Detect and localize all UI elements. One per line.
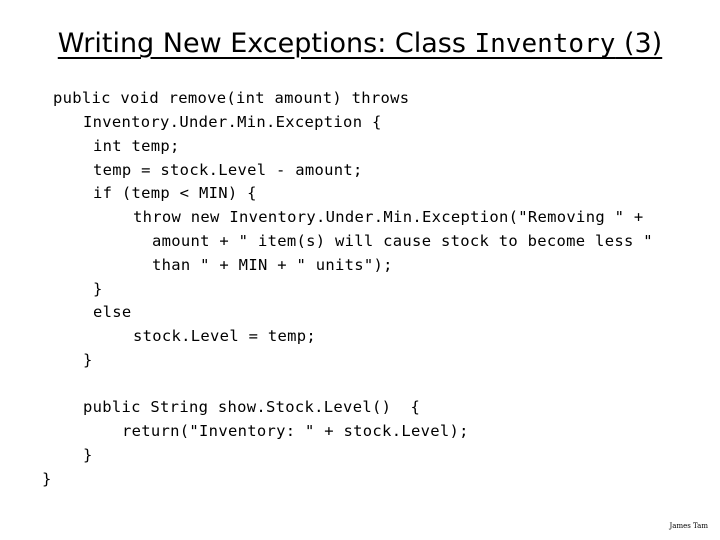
code-line: stock.Level = temp; <box>133 327 317 345</box>
code-line: return("Inventory: " + stock.Level); <box>122 422 469 440</box>
author-footer: James Tam <box>669 522 708 530</box>
code-line: if (temp < MIN) { <box>93 184 257 202</box>
code-line: } <box>42 470 52 488</box>
code-line: amount + " item(s) will cause stock to become less " <box>152 232 653 250</box>
code-line: public String show.Stock.Level() { <box>83 398 421 416</box>
code-line: throw new Inventory.Under.Min.Exception("Removing " + <box>133 208 644 226</box>
code-line: public void remove(int amount) throws <box>53 89 410 107</box>
code-line: temp = stock.Level - amount; <box>93 161 363 179</box>
code-line: int temp; <box>93 137 180 155</box>
title-prefix: Writing New Exceptions: Class <box>57 28 475 59</box>
title-suffix: (3) <box>615 28 663 59</box>
code-line: } <box>93 280 103 298</box>
code-line: Inventory.Under.Min.Exception { <box>83 113 382 131</box>
code-line: } <box>83 446 93 464</box>
code-line: else <box>93 303 132 321</box>
code-line: than " + MIN + " units"); <box>152 256 393 274</box>
code-line: } <box>83 351 93 369</box>
title-class-name: Inventory <box>474 29 616 59</box>
